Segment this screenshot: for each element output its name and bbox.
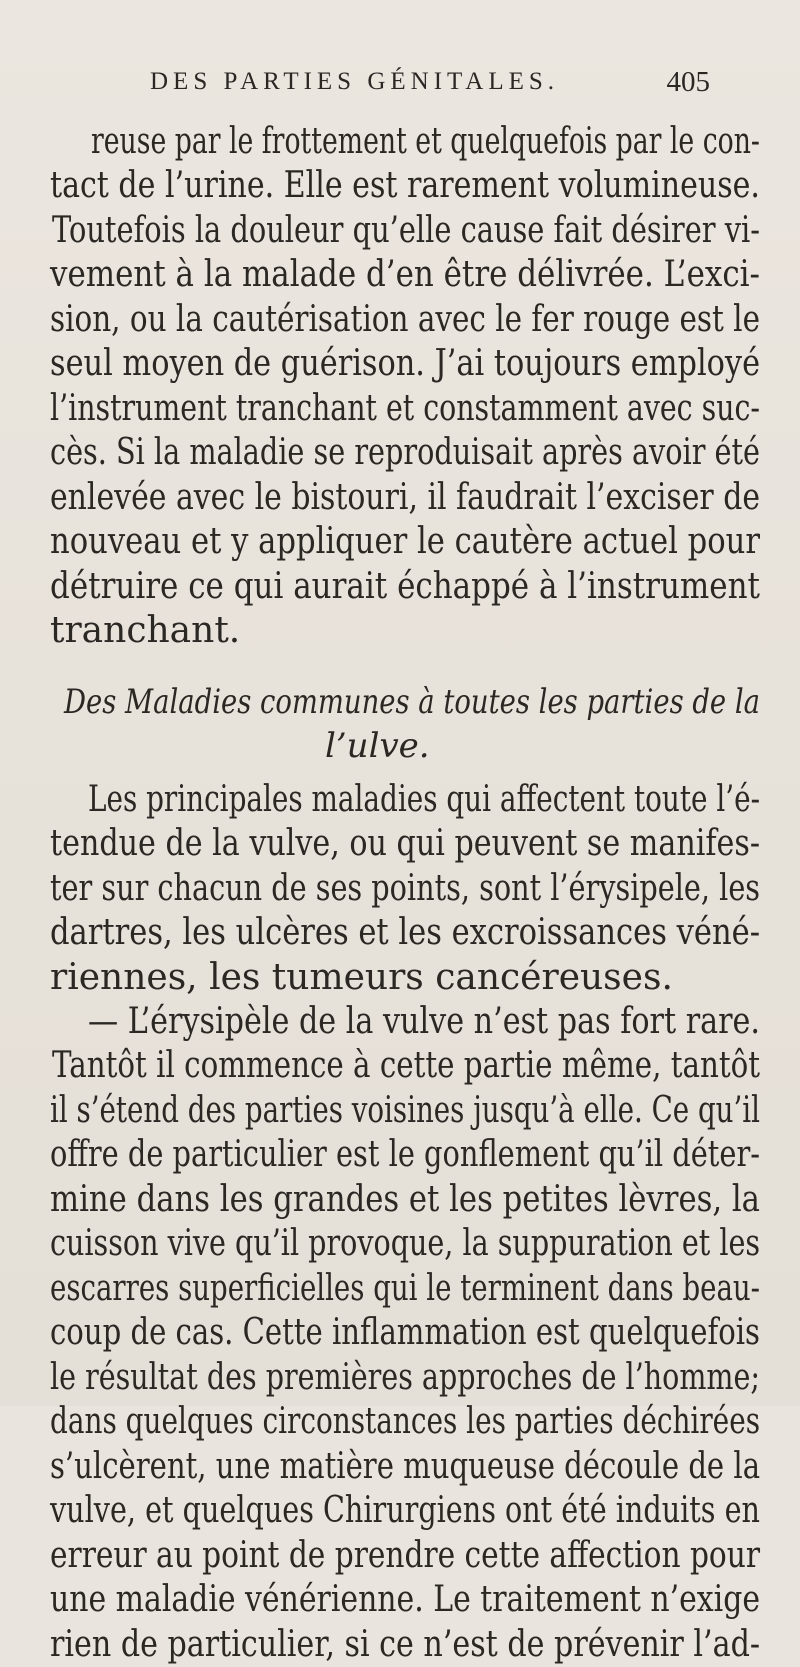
text-line: tendue de la vulve, ou qui peuvent se manifes- xyxy=(50,823,761,864)
page-number: 405 xyxy=(666,66,710,98)
text-line: détruire ce qui aurait échappé à l’instrument xyxy=(50,566,760,607)
running-head: DES PARTIES GÉNITALES. xyxy=(150,68,560,95)
text-line: riennes, les tumeurs cancéreuses. xyxy=(50,957,673,998)
text-line: coup de cas. Cette inflammation est quelquefois xyxy=(50,1312,761,1353)
text-line: erreur au point de prendre cette affection pour xyxy=(50,1535,760,1576)
text-line: Les principales maladies qui affectent toute l’é- xyxy=(88,779,760,820)
text-line: une maladie vénérienne. Le traitement n’exige xyxy=(50,1579,761,1620)
text-line: vulve, et quelques Chirurgiens ont été induits en xyxy=(50,1490,760,1531)
text-line: Toutefois la douleur qu’elle cause fait désirer vi- xyxy=(52,210,760,251)
text-line: Tantôt il commence à cette partie même, tantôt xyxy=(52,1045,761,1086)
page-header xyxy=(150,68,710,108)
text-line: nouveau et y appliquer le cautère actuel pour xyxy=(50,521,761,562)
text-line: s’ulcèrent, une matière muqueuse découle de la xyxy=(50,1446,761,1487)
text-line: seul moyen de guérison. J’ai toujours employé xyxy=(50,343,761,384)
text-line: enlevée avec le bistouri, il faudrait l’exciser de xyxy=(50,477,761,518)
text-line: sion, ou la cautérisation avec le fer rouge est le xyxy=(50,299,761,340)
text-line: ter sur chacun de ses points, sont l’érysipele, les xyxy=(50,868,761,909)
text-line: le résultat des premières approches de l’homme; xyxy=(50,1357,760,1398)
text-line: reuse par le frottement et quelquefois par le con- xyxy=(91,121,760,162)
heading-line: l’ulve. xyxy=(325,726,430,766)
text-line: cuisson vive qu’il provoque, la suppuration et les xyxy=(50,1223,761,1264)
text-line: — L’érysipèle de la vulve n’est pas fort rare. xyxy=(88,1001,761,1042)
text-line: l’instrument tranchant et constamment avec suc- xyxy=(50,388,761,429)
text-line: offre de particulier est le gonflement qu’il déter- xyxy=(50,1134,760,1175)
text-line: vement à la malade d’en être délivrée. L’exci- xyxy=(50,254,760,295)
text-line: dans quelques circonstances les parties déchirées xyxy=(50,1401,761,1442)
text-line: rien de particulier, si ce n’est de prévenir l’ad- xyxy=(50,1624,761,1665)
text-line: dartres, les ulcères et les excroissances véné- xyxy=(50,912,761,953)
text-line: cès. Si la maladie se reproduisait après avoir été xyxy=(50,432,761,473)
text-line: tranchant. xyxy=(50,610,241,651)
text-line: escarres superficielles qui le terminent dans beau- xyxy=(50,1268,761,1309)
text-line: tact de l’urine. Elle est rarement volumineuse. xyxy=(50,165,760,206)
text-line: il s’étend des parties voisines jusqu’à elle. Ce qu’il xyxy=(50,1090,761,1131)
text-line: mine dans les grandes et les petites lèvres, la xyxy=(50,1179,760,1220)
heading-line: Des Maladies communes à toutes les parties de la xyxy=(64,682,761,722)
